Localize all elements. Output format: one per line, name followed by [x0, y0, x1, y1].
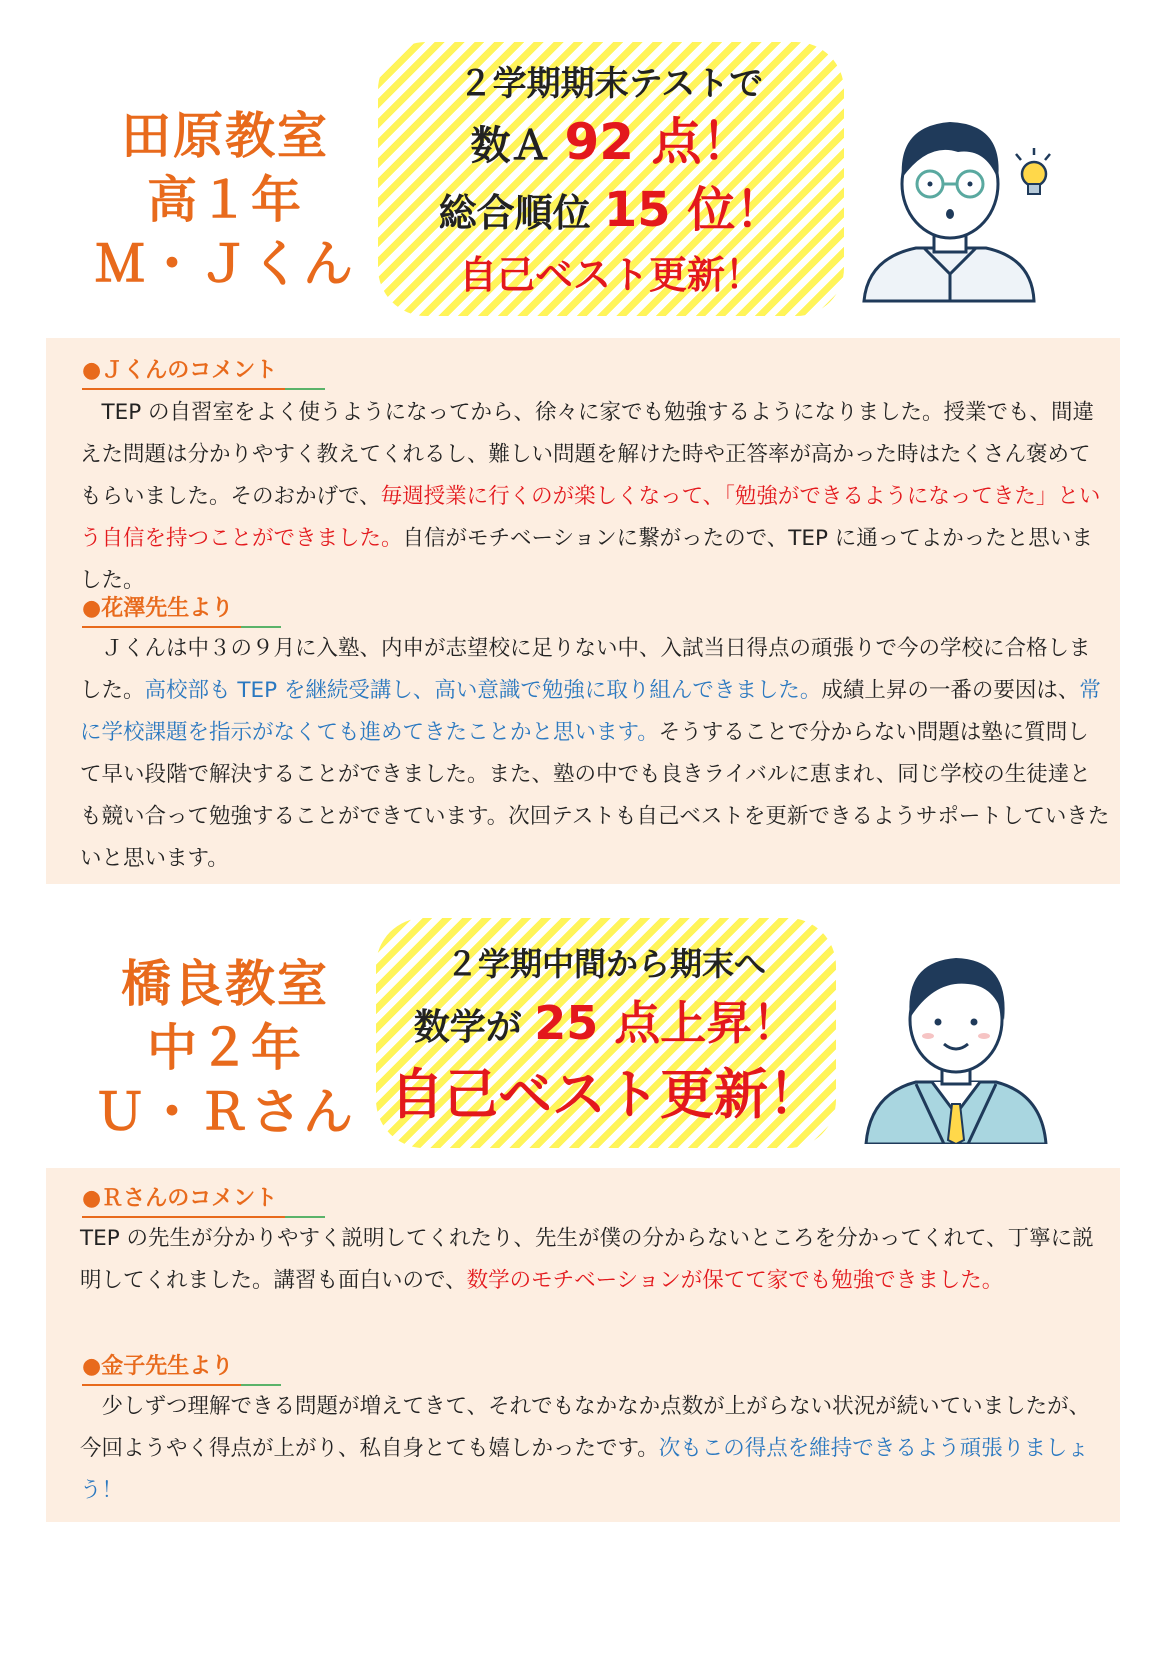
- comment-highlight: 毎週授業に行くのが楽しくなって、「勉強ができるようになってきた」という自信を持つことができました。: [80, 484, 1101, 551]
- teacher-text: 少しずつ理解できる問題が増えてきて、それでもなかなか点数が上がらない状況が続いていましたが、今回ようやく得点が上がり、私自身とても嬉しかったです。: [80, 1394, 1091, 1461]
- boy-in-suit-illustration: [856, 944, 1056, 1144]
- teacher-comment-heading-text: ●金子先生より: [82, 1354, 234, 1379]
- comment-panel-1: [46, 338, 1120, 884]
- student-name-block-2: [80, 952, 370, 1144]
- headline-box-2: [376, 918, 836, 1148]
- headline-line: [414, 991, 799, 1060]
- headline-line: ２学期期末テストで: [458, 63, 764, 104]
- comment-text: 自信がモチベーションに繋がったので、TEP に通ってよかったと思いました。: [80, 526, 1093, 593]
- comment-text: TEP の先生が分かりやすく説明してくれたり、先生が僕の分からないところを分かってくれて、丁寧に説明してくれました。講習も面白いので、: [80, 1226, 1094, 1293]
- teacher-highlight: 次もこの得点を維持できるよう頑張りましょう！: [80, 1436, 1089, 1503]
- student-initials: Ｍ・Ｊくん: [95, 235, 355, 293]
- headline-line: 自己ベスト更新！: [390, 1062, 822, 1126]
- teacher-comment-heading: [82, 1352, 241, 1386]
- teacher-comment-heading: [82, 594, 241, 628]
- classroom-label: 橋良教室: [121, 955, 329, 1013]
- student-comment-text: [80, 392, 1110, 602]
- teacher-comment-heading-text: ●花澤先生より: [82, 596, 234, 621]
- student-comment-heading: [82, 1184, 285, 1218]
- comment-highlight: 数学のモチベーションが保てて家でも勉強できました。: [466, 1268, 1004, 1293]
- headline-rank-label: 総合順位: [438, 190, 591, 235]
- student-comment-heading-text: ●Ｒさんのコメント: [82, 1186, 278, 1211]
- headline-subject: 数学が: [413, 1006, 522, 1048]
- headline-rank: 15 位！: [603, 181, 784, 238]
- grade-label: 高１年: [147, 171, 303, 229]
- teacher-comment-text: [80, 1386, 1110, 1512]
- teacher-highlight: 常に学校課題を指示がなくても進めてきたことかと思います。: [80, 678, 1101, 745]
- comment-panel-2: [46, 1168, 1120, 1522]
- boy-with-glasses-lightbulb-illustration: [846, 96, 1056, 306]
- comment-text: TEP の自習室をよく使うようになってから、徐々に家でも勉強するようになりました。授業でも、間違えた問題は分かりやすく教えてくれるし、難しい問題を解けた時や正答率が高かった時はたくさん褒めてもらいました。そのおかげで、: [80, 400, 1095, 509]
- headline-score: 25 点上昇！: [534, 995, 799, 1050]
- student-comment-heading-text: ●Ｊくんのコメント: [82, 358, 278, 383]
- teacher-comment-text: [80, 628, 1110, 880]
- heading-accent-line: [285, 388, 325, 390]
- teacher-text: そうすることで分からない問題は塾に質問して早い段階で解決することができました。また、塾の中でも良きライバルに恵まれ、同じ学校の生徒達とも競い合って勉強することができています。次回テストも自己ベストを更新できるようサポートしていきたいと思います。: [80, 720, 1110, 871]
- headline-line: [471, 110, 752, 178]
- student-name-block-1: [80, 104, 370, 296]
- student-comment-text: [80, 1218, 1110, 1302]
- teacher-text: Ｊくんは中３の９月に入塾、内申が志望校に足りない中、入試当日得点の頑張りで今の学校に合格しました。: [80, 636, 1091, 703]
- teacher-text: 成績上昇の一番の要因は、: [821, 678, 1080, 703]
- headline-line: [439, 178, 784, 245]
- headline-box-1: [378, 42, 844, 316]
- student-comment-heading: [82, 356, 285, 390]
- grade-label: 中２年: [147, 1019, 303, 1077]
- headline-score: 92 点！: [564, 112, 752, 171]
- headline-line: 自己ベスト更新！: [458, 252, 763, 297]
- student-initials: Ｕ・Ｒさん: [95, 1083, 355, 1141]
- headline-subject: 数Ａ: [470, 122, 551, 169]
- teacher-highlight: 高校部も TEP を継続受講し、高い意識で勉強に取り組んできました。: [144, 678, 822, 703]
- classroom-label: 田原教室: [121, 107, 329, 165]
- headline-line: ２学期中間から期末へ: [445, 944, 766, 983]
